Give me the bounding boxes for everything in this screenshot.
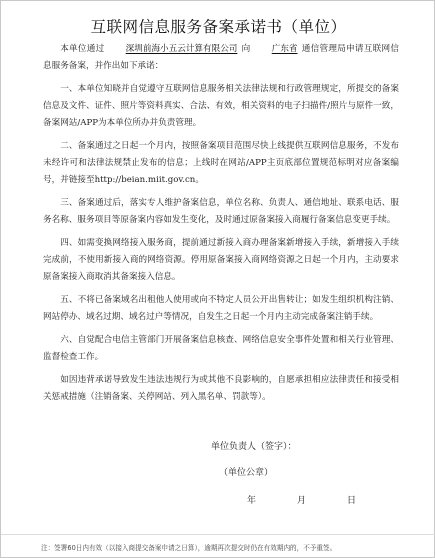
month-label: 月 xyxy=(297,496,307,506)
agency-name-field: 深圳前海小五云计算有限公司 xyxy=(125,44,238,54)
province-field: 广东省 xyxy=(271,44,298,54)
responsible-person-label: 单位负责人（签字）： xyxy=(211,442,297,452)
clause-6: 六、自觉配合电信主管部门开展备案信息核查、网络信息安全事件处置和相关行业管理、监督检查工作。 xyxy=(43,335,399,362)
clause-1: 一、本单位知晓并自觉遵守互联网信息服务相关法律法规和行政管理规定，所提交的备案信息及文件、证件、照片等资料真实、合法、有效，相关资料的电子扫描件/照片与原件一致，备案网站/APP为本单位所办并负责管理。 xyxy=(43,84,399,128)
intro-prefix: 本单位通过 xyxy=(60,44,105,54)
clause-3: 三、备案通过后，落实专人维护备案信息，单位名称、负责人、通信地址、联系电话、服务名称、服务项目等原备案内容如发生变化，及时通过原备案接入商履行备案信息变更手续。 xyxy=(43,198,399,225)
clause-4: 四、如需变换网络接入服务商，提前通过新接入商办理备案新增接入手续，新增接入手续完成前，不使用新接入商的网络资源。停用原备案接入商网络资源之日起一个月内，主动要求原备案接入商取消其备案接入信息。 xyxy=(43,238,399,282)
intro-paragraph xyxy=(43,41,399,75)
day-label: 日 xyxy=(347,496,357,506)
clause-5: 五、不将已备案域名出租他人使用或向不特定人员公开出售转让；如发生组织机构注销、网站停办、域名过期、域名过户等情况，自发生之日起一个月内主动完成备案注销手续。 xyxy=(43,295,399,322)
intro-suffix: 通信管理局申请互联网信息服务备案，并作出如下承诺： xyxy=(43,44,399,71)
clause-2: 二、备案通过之日起一个月内，按照备案项目范围尽快上线提供互联网信息服务，不发布未经许可和法律法规禁止发布的信息；上线时在网站/APP主页底部位置规范标明对应备案编号，并链接至http://beian.miit.gov.cn。 xyxy=(43,141,399,185)
document-title: 互联网信息服务备案承诺书（单位） xyxy=(90,18,347,36)
liability-paragraph: 如因违背承诺导致发生违法违规行为或其他不良影响的，自愿承担相应法律责任和接受相关惩戒措施（注销备案、关停网站、列入黑名单、罚款等）。 xyxy=(43,375,399,402)
seal-label: （单位公章） xyxy=(219,468,274,478)
intro-middle: 向 xyxy=(241,44,251,54)
document-body xyxy=(43,41,399,412)
year-label: 年 xyxy=(247,496,257,506)
footer-note: 注：签署60日内有效（以接入商提交备案申请之日算），逾期再次提交时仍在有效期内的，不予重签。 xyxy=(41,544,337,552)
footer-divider xyxy=(1,534,435,535)
